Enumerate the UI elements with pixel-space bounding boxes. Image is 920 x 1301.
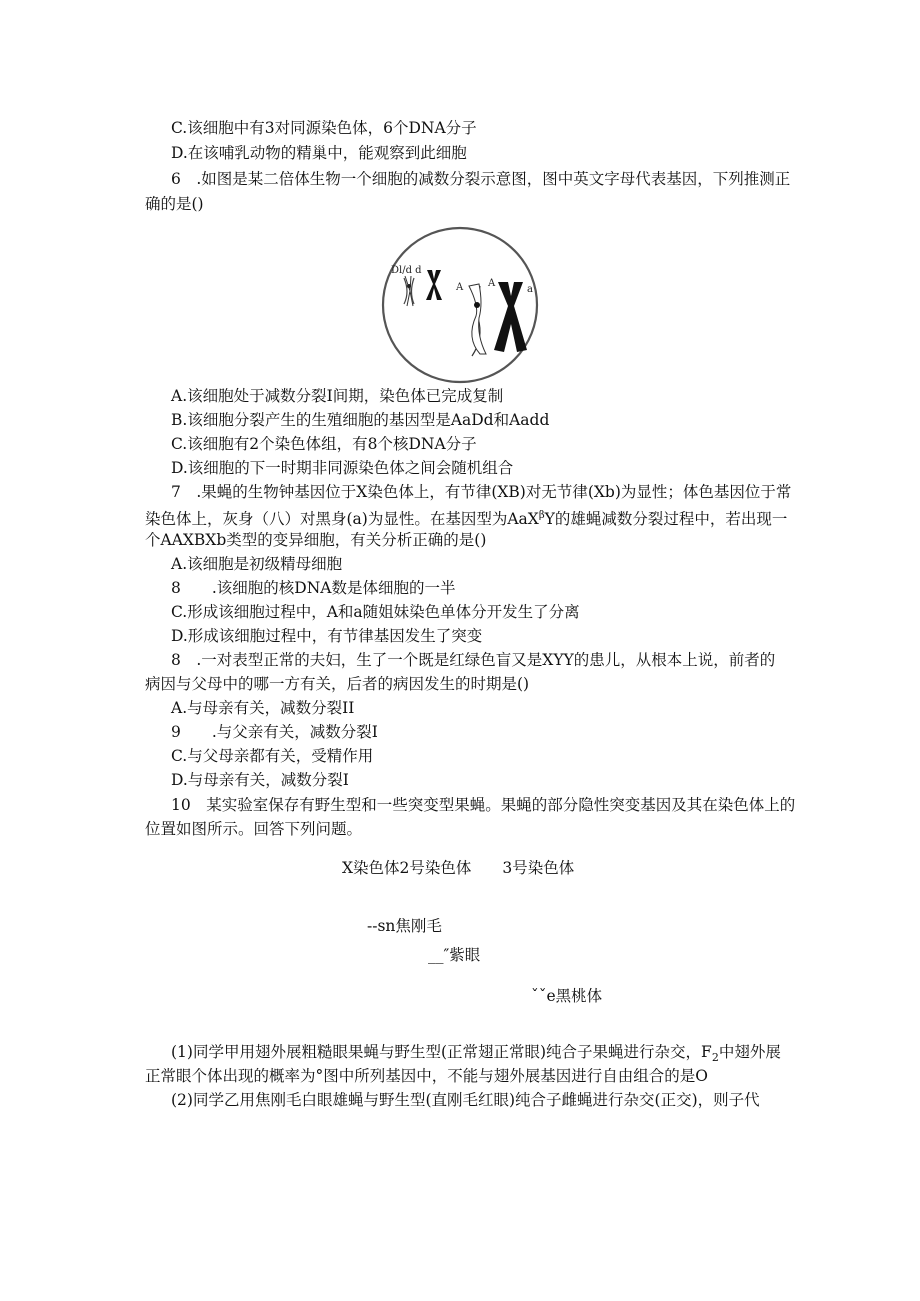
- q6-option-c: C.该细胞有2个染色体组，有8个核DNA分子: [171, 435, 477, 453]
- q10-sub1-line2: 正常眼个体出现的概率为°图中所列基因中，不能与翅外展基因进行自由组合的是O: [145, 1067, 708, 1085]
- q6-option-b: B.该细胞分裂产生的生殖细胞的基因型是AaDd和Aadd: [171, 411, 550, 429]
- chromosome-header: X染色体2号染色体 3号染色体: [342, 859, 575, 877]
- gene-e-ebony-body: ˇˇe黑桃体: [531, 987, 603, 1005]
- gene-purple-eye: __″紫眼: [428, 946, 481, 964]
- q6-stem-line2: 确的是(): [145, 195, 204, 213]
- chromosome-pair-large: [469, 282, 527, 356]
- q8-option-a: A.与母亲有关，减数分裂II: [171, 699, 355, 717]
- q8-option-b: 9 .与父亲有关，减数分裂I: [171, 723, 378, 741]
- q8-option-d: D.与母亲有关，减数分裂I: [171, 771, 349, 789]
- q7-option-a: A.该细胞是初级精母细胞: [171, 555, 343, 573]
- q5-option-d: D.在该哺乳动物的精巢中，能观察到此细胞: [171, 144, 467, 162]
- q7-option-b: 8 .该细胞的核DNA数是体细胞的一半: [171, 579, 456, 597]
- q8-stem-line1: 8 .一对表型正常的夫妇，生了一个既是红绿色盲又是XYY的患儿，从根本上说，前者的: [171, 651, 776, 669]
- q10-sub2-line1: (2)同学乙用焦刚毛白眼雄蝇与野生型(直刚毛红眼)纯合子雌蝇进行杂交(正交)，则子代: [171, 1091, 760, 1109]
- q8-option-c: C.与父母亲都有关，受精作用: [171, 747, 374, 765]
- q10-stem-line1: 10 某实验室保存有野生型和一些突变型果蝇。果蝇的部分隐性突变基因及其在染色体上的: [171, 796, 796, 814]
- gene-label-a1: A: [456, 282, 464, 293]
- q10-sub1-line1: (1)同学甲用翅外展粗糙眼果蝇与野生型(正常翅正常眼)纯合子果蝇进行杂交，$F_2$中翅外展: [171, 1043, 781, 1065]
- q10-stem-line2: 位置如图所示。回答下列问题。: [145, 820, 363, 838]
- q7-option-d: D.形成该细胞过程中，有节律基因发生了突变: [171, 627, 483, 645]
- gene-label-d: Dl/d d: [391, 265, 422, 276]
- q8-stem-line2: 病因与父母中的哪一方有关，后者的病因发生的时期是(): [145, 675, 530, 693]
- gene-label-a3: a: [527, 284, 533, 295]
- gene-sn-singed-bristle: --sn焦刚毛: [367, 917, 442, 935]
- gene-label-a2: A: [488, 278, 496, 289]
- q6-option-d: D.该细胞的下一时期非同源染色体之间会随机组合: [171, 459, 514, 477]
- q7-stem-line1: 7 .果蝇的生物钟基因位于X染色体上，有节律(XB)对无节律(Xb)为显性；体色基因位于常: [171, 483, 792, 501]
- q6-option-a: A.该细胞处于减数分裂I间期，染色体已完成复制: [171, 387, 504, 405]
- q7-stem-line3: 个AAXBXb类型的变异细胞，有关分析正确的是(): [145, 531, 487, 549]
- q7-option-c: C.形成该细胞过程中，A和a随姐妹染色单体分开发生了分离: [171, 603, 580, 621]
- meiosis-cell-diagram: [380, 226, 540, 384]
- q7-stem-line2: 染色体上，灰身（八）对黑身(a)为显性。在基因型为AaX$^\beta$Y的雄蝇减数分裂过程中，若出现一: [145, 510, 788, 529]
- q5-option-c: C.该细胞中有3对同源染色体，6个DNA分子: [171, 119, 477, 137]
- q6-stem-line1: 6 .如图是某二倍体生物一个细胞的减数分裂示意图，图中英文字母代表基因，下列推测正: [171, 170, 791, 188]
